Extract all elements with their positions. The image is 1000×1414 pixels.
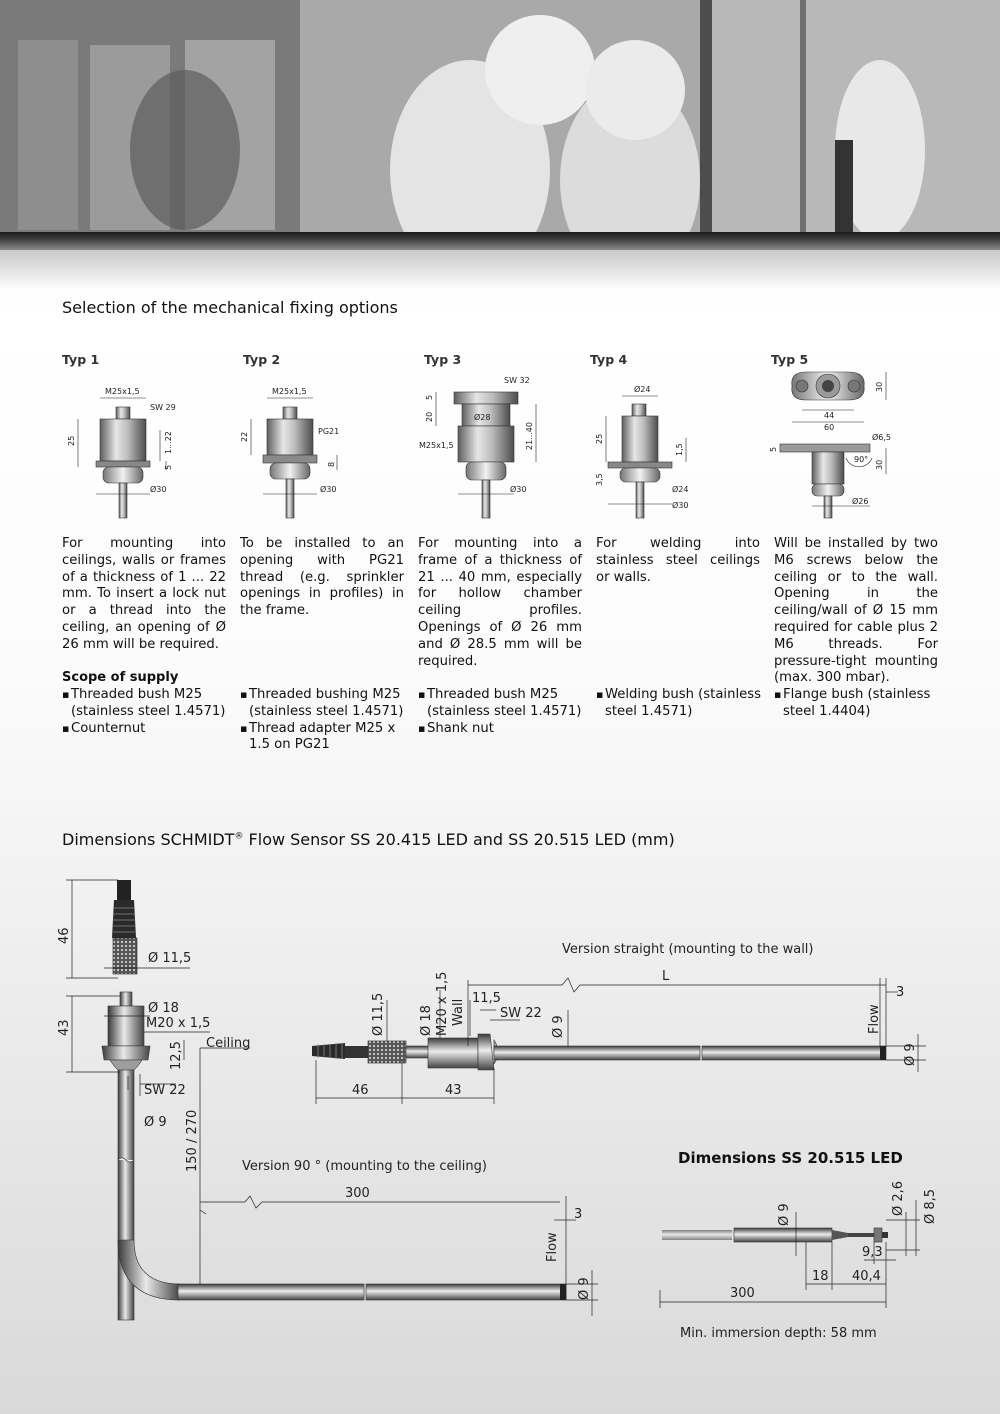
typ3-dim-five: 5 [425,394,434,400]
registered-mark: ® [234,831,244,842]
section-title-dimensions [62,830,675,849]
typ1-dim-range: 1...22 [164,431,173,454]
ss515-dim-300: 300 [730,1286,755,1301]
sensor-90-drawing [57,880,598,1320]
typ5-dim-dia26: Ø26 [852,497,869,506]
straight-dim-d9b: Ø 9 [903,1043,918,1066]
typ3-heading: Typ 3 [424,352,462,367]
section-title-fixing: Selection of the mechanical fixing options [62,298,398,317]
ss515-dim-18: 18 [812,1269,829,1284]
straight-version-label: Version straight (mounting to the wall) [562,942,814,957]
typ3-dim-twenty: 20 [425,411,434,422]
left-dim-150-270: 150 / 270 [185,1109,200,1172]
ss515-heading: Dimensions SS 20.515 LED [678,1149,903,1167]
typ5-dim-d65: Ø6,5 [872,433,892,442]
typ1-dim-five: 5 [164,464,173,470]
typ2-dim-thread: M25x1,5 [272,387,307,396]
cleanroom-photo [0,0,1000,236]
typ4-dim-dia-top: Ø24 [634,385,651,394]
typ3-description: For mounting into a frame of a thickness of 21 ... 40 mm, especially for hollow chamber ceiling profiles. Openings of Ø 26 mm and Ø 28.5 mm will be required. [418,536,582,669]
typ1-supply-item: ▪ Counternut [62,721,232,738]
min-immersion-note: Min. immersion depth: 58 mm [680,1326,877,1341]
typ4-dim-onefive: 1,5 [675,443,684,456]
straight-dim-d115: Ø 11,5 [371,992,386,1036]
dimensions-title-part: Dimensions SCHMIDT [62,830,235,849]
typ1-dim-dia: Ø30 [150,485,167,494]
typ4-dim-threefive: 3,5 [595,473,604,486]
typ3-supply-item: ▪ Shank nut [418,721,588,738]
typ5-dim-angle: 90° [854,455,869,464]
straight-dim-43: 43 [445,1083,462,1098]
typ5-description: Will be installed by two M6 screws below the ceiling or to the wall. Opening in the ceiling/wall of Ø 15 mm required for cable plus 2 M6 threads. For pressure-tight mounting (max. 300 mbar). [774,536,938,686]
ss515-tip-drawing [660,1181,938,1308]
typ3-dim-dia28: Ø28 [474,413,491,422]
left-dim-sw22: SW 22 [144,1083,186,1098]
typ4-description: For welding into stainless steel ceilings or walls. [596,536,760,585]
typ2-dim-pg: PG21 [318,427,340,436]
typ3-dim-thread: M25x1,5 [419,441,454,450]
ss515-dim-93: 9,3 [862,1245,883,1260]
straight-flow-label: Flow [867,1004,882,1034]
typ5-dim-60: 60 [824,423,835,432]
straight-dim-m20: M20 x 1,5 [435,971,450,1036]
header-shadow [0,250,1000,290]
typ2-dim-dia: Ø30 [320,485,337,494]
dimensions-title-part: Flow Sensor SS 20.415 LED and SS 20.515 LED (mm) [243,830,675,849]
left-dim-d9: Ø 9 [144,1115,167,1130]
typ4-drawing [595,384,688,518]
sensor-straight-drawing [312,942,926,1104]
typ4-dim-dia: Ø30 [672,501,689,510]
typ5-supply-list [774,687,944,721]
typ2-dim-eight: 8 [327,461,336,467]
typ2-supply-item: ▪ Threaded bushing M25 (stainless steel 1.4571) [240,687,410,721]
typ3-dim-range: 21...40 [525,422,534,450]
typ5-dim-30b: 30 [875,459,884,470]
typ1-dim-thread: M25x1,5 [105,387,140,396]
ss515-dim-d26: Ø 2,6 [891,1180,906,1216]
left-dim-125: 12,5 [169,1041,184,1070]
typ4-dim-height: 25 [595,433,604,444]
ss515-dim-404: 40,4 [852,1269,881,1284]
typ4-dim-dia24: Ø24 [672,485,689,494]
typ1-supply-list [62,687,232,737]
typ5-heading: Typ 5 [771,352,809,367]
straight-dim-115: 11,5 [472,991,501,1006]
typ5-dim-44: 44 [824,411,835,420]
typ2-drawing [240,387,339,518]
typ2-supply-item: ▪ Thread adapter M25 x 1.5 on PG21 [240,721,410,755]
straight-dim-sw22: SW 22 [500,1006,542,1021]
straight-dim-L: L [662,969,670,984]
left-dim-18: Ø 18 [148,1001,179,1016]
typ3-dim-sw: SW 32 [504,376,530,385]
straight-dim-46: 46 [352,1083,369,1098]
typ3-drawing [419,376,536,518]
fixing-drawings [0,370,1000,520]
left-version-label: Version 90 ° (mounting to the ceiling) [242,1159,487,1174]
typ5-drawing [769,372,891,518]
typ3-dim-dia: Ø30 [510,485,527,494]
typ4-supply-list [596,687,766,721]
header-photo [0,0,1000,236]
straight-wall-label: Wall [451,998,466,1026]
typ1-heading: Typ 1 [62,352,100,367]
straight-dim-d9: Ø 9 [551,1015,566,1038]
typ4-heading: Typ 4 [590,352,628,367]
typ5-dim-five: 5 [769,446,778,452]
header-divider [0,232,1000,250]
ss515-dim-d9: Ø 9 [777,1203,792,1226]
left-ceiling-label: Ceiling [206,1036,251,1051]
ss515-dim-d85: Ø 8,5 [923,1188,938,1224]
left-dim-d9b: Ø 9 [577,1277,592,1300]
typ2-description: To be installed to an opening with PG21 thread (e.g. sprinkler openings in profiles) in the frame. [240,536,404,619]
typ2-heading: Typ 2 [243,352,281,367]
straight-dim-d18: Ø 18 [419,1005,434,1036]
typ1-dim-sw: SW 29 [150,403,176,412]
typ1-supply-item: ▪ Threaded bush M25 (stainless steel 1.4571) [62,687,232,721]
typ5-supply-item: ▪ Flange bush (stainless steel 1.4404) [774,687,944,721]
scope-of-supply-heading: Scope of supply [62,670,179,685]
typ1-drawing [67,387,176,518]
typ1-dim-height: 25 [67,435,76,446]
typ2-supply-list [240,687,410,754]
left-dim-3: 3 [574,1207,583,1222]
left-dim-43: 43 [57,1019,72,1036]
typ3-supply-list [418,687,588,737]
straight-dim-3: 3 [896,985,905,1000]
typ4-supply-item: ▪ Welding bush (stainless steel 1.4571) [596,687,766,721]
typ2-dim-height: 22 [240,431,249,442]
sensor-dimension-drawings [0,860,1000,1400]
left-dim-300: 300 [345,1186,370,1201]
left-flow-label: Flow [545,1232,560,1262]
typ1-description: For mounting into ceilings, walls or frames of a thickness of 1 ... 22 mm. To insert a lock nut or a thread into the ceiling, an opening of Ø 26 mm will be required. [62,536,226,652]
typ3-supply-item: ▪ Threaded bush M25 (stainless steel 1.4571) [418,687,588,721]
left-dim-115: Ø 11,5 [148,951,192,966]
left-dim-m20: M20 x 1,5 [146,1016,211,1031]
left-dim-46: 46 [57,927,72,944]
typ5-dim-30: 30 [875,381,884,392]
